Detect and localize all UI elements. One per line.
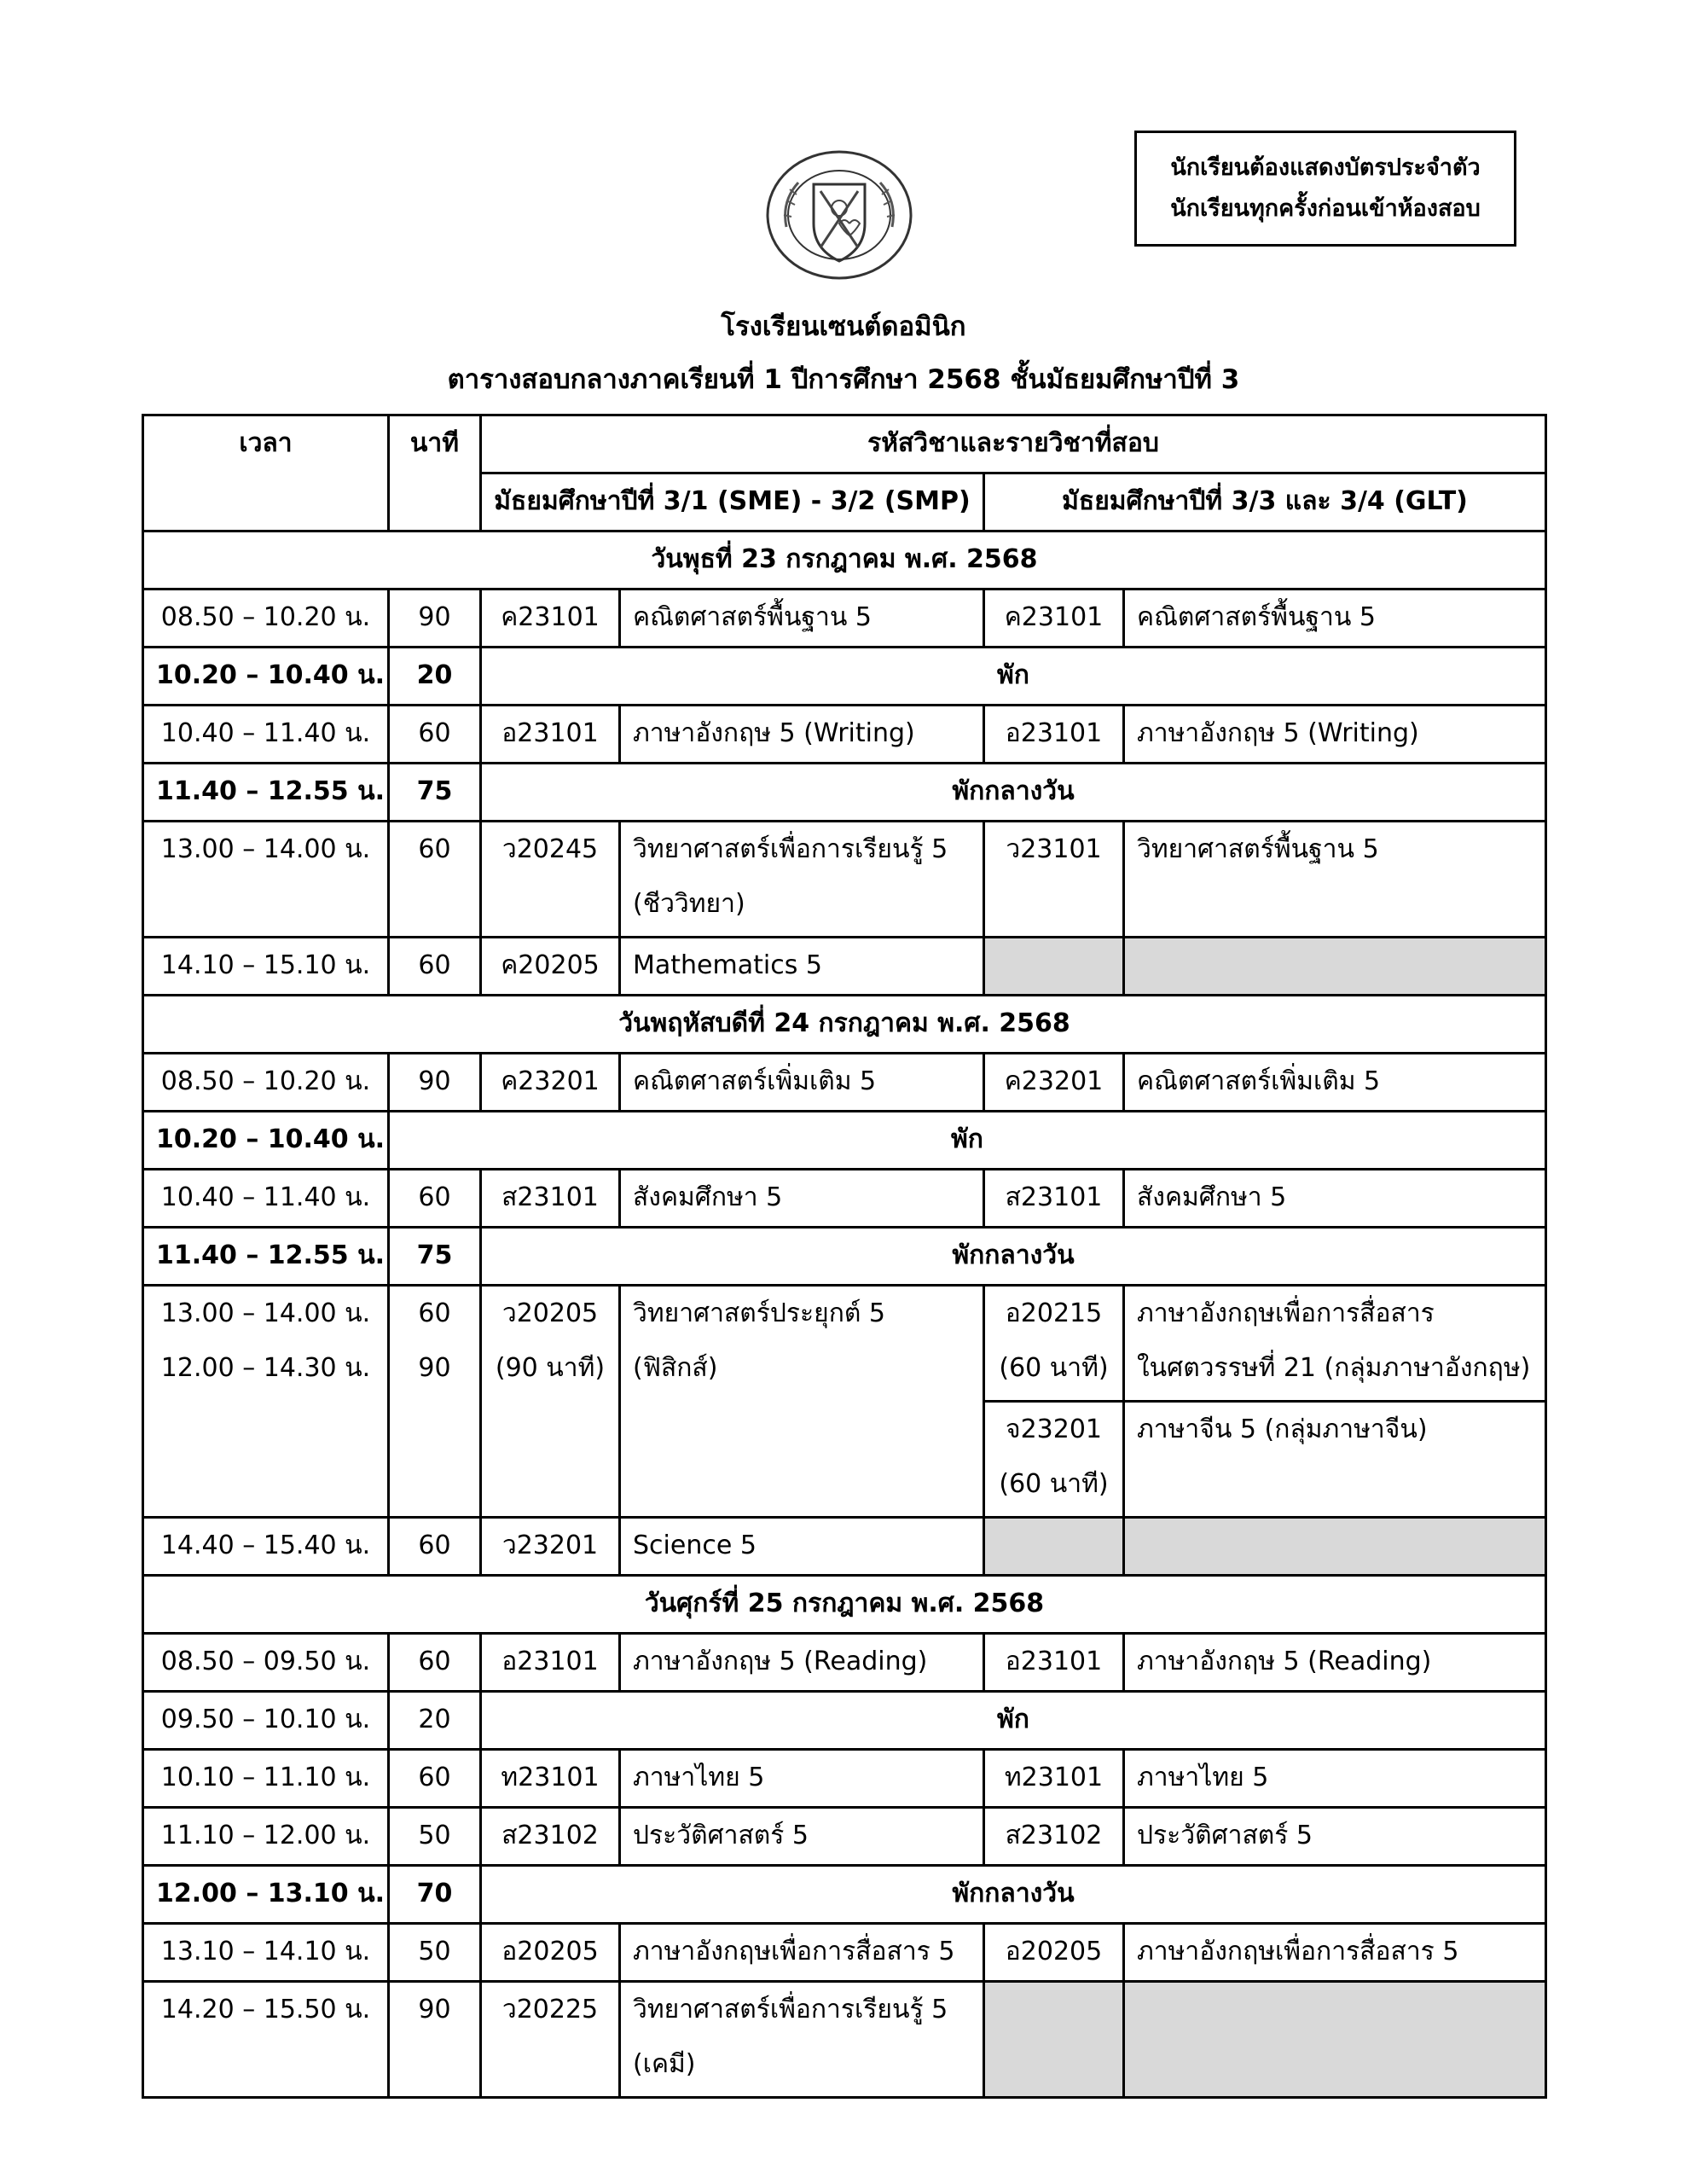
course-name: คณิตศาสตร์เพิ่มเติม 5 — [620, 1054, 984, 1112]
course-code: อ23101 — [481, 1634, 620, 1692]
time-cell: 11.10 – 12.00 น. — [143, 1808, 389, 1866]
course-code: ส23102 — [984, 1808, 1124, 1866]
break-label: พัก — [481, 1692, 1546, 1750]
course-code-line: ว20205 — [501, 1298, 599, 1328]
time-cell: 10.20 – 10.40 น. — [143, 1112, 389, 1170]
course-code: ส23102 — [481, 1808, 620, 1866]
school-name: โรงเรียนเซนต์ดอมินิก — [721, 311, 966, 342]
course-name: ภาษาจีน 5 (กลุ่มภาษาจีน) — [1124, 1402, 1546, 1518]
minutes-cell: 75 — [389, 1228, 481, 1286]
course-code: ว23201 — [481, 1518, 620, 1576]
lunch-label: พักกลางวัน — [481, 764, 1546, 822]
empty-cell — [984, 1982, 1124, 2098]
minutes-cell: 20 — [389, 1692, 481, 1750]
day-header: วันพุธที่ 23 กรกฎาคม พ.ศ. 2568 — [143, 531, 1546, 590]
time-cell: 11.40 – 12.55 น. — [143, 764, 389, 822]
lunch-label: พักกลางวัน — [481, 1866, 1546, 1924]
header-group-sme-smp: มัธยมศึกษาปีที่ 3/1 (SME) - 3/2 (SMP) — [481, 473, 984, 531]
course-name: ภาษาไทย 5 — [620, 1750, 984, 1808]
day-header-row — [143, 531, 1546, 590]
break-label: พัก — [481, 648, 1546, 706]
minutes-cell: 20 — [389, 648, 481, 706]
empty-cell — [984, 1518, 1124, 1576]
course-name — [1124, 1286, 1546, 1402]
time-cell: 14.40 – 15.40 น. — [143, 1518, 389, 1576]
course-code: ค23101 — [481, 590, 620, 648]
minutes-cell: 60 — [389, 706, 481, 764]
time-cell: 09.50 – 10.10 น. — [143, 1692, 389, 1750]
course-name-line: ภาษาอังกฤษเพื่อการสื่อสาร — [1137, 1298, 1435, 1328]
course-code: ท23101 — [984, 1750, 1124, 1808]
table-row — [143, 1286, 1546, 1402]
header-group-glt: มัธยมศึกษาปีที่ 3/3 และ 3/4 (GLT) — [984, 473, 1546, 531]
empty-cell — [1124, 1982, 1546, 2098]
course-name: คณิตศาสตร์พื้นฐาน 5 — [620, 590, 984, 648]
id-card-notice-box — [1134, 131, 1516, 247]
time-line: 13.00 – 14.00 น. — [160, 1298, 371, 1328]
course-code: อ20205 — [984, 1924, 1124, 1982]
time-cell: 12.00 – 13.10 น. — [143, 1866, 389, 1924]
course-code-line: จ23201 — [1005, 1414, 1102, 1444]
course-name — [620, 1286, 984, 1518]
course-name: Mathematics 5 — [620, 938, 984, 996]
day-header: วันพฤหัสบดีที่ 24 กรกฎาคม พ.ศ. 2568 — [143, 996, 1546, 1054]
course-name: สังคมศึกษา 5 — [1124, 1170, 1546, 1228]
course-code: อ23101 — [984, 1634, 1124, 1692]
time-cell — [143, 1286, 389, 1518]
course-name: คณิตศาสตร์เพิ่มเติม 5 — [1124, 1054, 1546, 1112]
course-code: อ20205 — [481, 1924, 620, 1982]
course-name: ภาษาอังกฤษ 5 (Reading) — [620, 1634, 984, 1692]
table-row — [143, 1170, 1546, 1228]
course-name — [620, 822, 984, 938]
header-subjects: รหัสวิชาและรายวิชาที่สอบ — [481, 415, 1546, 473]
minutes-cell: 60 — [389, 822, 481, 938]
break-label: พัก — [389, 1112, 1546, 1170]
table-row — [143, 1924, 1546, 1982]
course-code-line: (60 นาที) — [999, 1353, 1109, 1383]
time-line: 12.00 – 14.30 น. — [160, 1353, 371, 1383]
time-cell: 14.10 – 15.10 น. — [143, 938, 389, 996]
course-code-line: (90 นาที) — [495, 1353, 606, 1383]
minutes-cell: 60 — [389, 1518, 481, 1576]
course-code: อ23101 — [481, 706, 620, 764]
table-row — [143, 1054, 1546, 1112]
course-code — [984, 1286, 1124, 1402]
course-code: ท23101 — [481, 1750, 620, 1808]
course-code: ส23101 — [984, 1170, 1124, 1228]
time-cell: 08.50 – 09.50 น. — [143, 1634, 389, 1692]
minutes-cell: 90 — [389, 590, 481, 648]
time-cell: 08.50 – 10.20 น. — [143, 590, 389, 648]
time-cell: 14.20 – 15.50 น. — [143, 1982, 389, 2098]
course-code: อ23101 — [984, 706, 1124, 764]
course-name: Science 5 — [620, 1518, 984, 1576]
minutes-cell: 60 — [389, 1170, 481, 1228]
minutes-cell: 60 — [389, 1634, 481, 1692]
course-code: ว20245 — [481, 822, 620, 938]
course-name: ประวัติศาสตร์ 5 — [620, 1808, 984, 1866]
course-code: ว23101 — [984, 822, 1124, 938]
course-name-line: ในศตวรรษที่ 21 (กลุ่มภาษาอังกฤษ) — [1137, 1353, 1531, 1383]
course-name-line: วิทยาศาสตร์ประยุกต์ 5 — [633, 1298, 885, 1328]
course-name: ภาษาอังกฤษเพื่อการสื่อสาร 5 — [620, 1924, 984, 1982]
minutes-cell: 50 — [389, 1808, 481, 1866]
course-code-line: (60 นาที) — [999, 1469, 1109, 1499]
course-code: ส23101 — [481, 1170, 620, 1228]
time-cell: 08.50 – 10.20 น. — [143, 1054, 389, 1112]
minutes-cell: 75 — [389, 764, 481, 822]
course-name: ภาษาอังกฤษเพื่อการสื่อสาร 5 — [1124, 1924, 1546, 1982]
lunch-row — [143, 764, 1546, 822]
course-code — [481, 1286, 620, 1518]
course-code: ว20225 — [481, 1982, 620, 2098]
time-cell: 11.40 – 12.55 น. — [143, 1228, 389, 1286]
minutes-cell: 70 — [389, 1866, 481, 1924]
minutes-cell: 50 — [389, 1924, 481, 1982]
minutes-line: 90 — [418, 1353, 451, 1383]
course-name — [620, 1982, 984, 2098]
course-name: ประวัติศาสตร์ 5 — [1124, 1808, 1546, 1866]
course-name: ภาษาอังกฤษ 5 (Writing) — [620, 706, 984, 764]
day-header-row — [143, 1576, 1546, 1634]
course-name-line: (ฟิสิกส์) — [633, 1353, 718, 1383]
day-header: วันศุกร์ที่ 25 กรกฎาคม พ.ศ. 2568 — [143, 1576, 1546, 1634]
exam-schedule-table — [142, 414, 1547, 2099]
minutes-line: 60 — [418, 1298, 451, 1328]
time-cell: 13.00 – 14.00 น. — [143, 822, 389, 938]
header-minutes: นาที — [389, 415, 481, 531]
notice-line-2: นักเรียนทุกครั้งก่อนเข้าห้องสอบ — [1170, 195, 1481, 222]
course-code: ค23201 — [984, 1054, 1124, 1112]
course-code: ค23101 — [984, 590, 1124, 648]
lunch-label: พักกลางวัน — [481, 1228, 1546, 1286]
table-row — [143, 822, 1546, 938]
table-row — [143, 1518, 1546, 1576]
table-row — [143, 590, 1546, 648]
table-row — [143, 1634, 1546, 1692]
notice-line-1: นักเรียนต้องแสดงบัตรประจำตัว — [1170, 154, 1481, 181]
empty-cell — [984, 938, 1124, 996]
time-cell: 10.40 – 11.40 น. — [143, 706, 389, 764]
empty-cell — [1124, 938, 1546, 996]
course-code — [984, 1402, 1124, 1518]
time-cell: 10.40 – 11.40 น. — [143, 1170, 389, 1228]
table-row — [143, 1808, 1546, 1866]
table-row — [143, 706, 1546, 764]
course-code-line: อ20215 — [1005, 1298, 1103, 1328]
minutes-cell: 90 — [389, 1982, 481, 2098]
course-name: วิทยาศาสตร์พื้นฐาน 5 — [1124, 822, 1546, 938]
day-header-row — [143, 996, 1546, 1054]
school-logo — [761, 145, 918, 285]
table-row — [143, 1982, 1546, 2098]
break-row — [143, 1112, 1546, 1170]
course-name-line: (เคมี) — [633, 2049, 696, 2079]
course-name: ภาษาอังกฤษ 5 (Reading) — [1124, 1634, 1546, 1692]
course-name: คณิตศาสตร์พื้นฐาน 5 — [1124, 590, 1546, 648]
minutes-cell: 60 — [389, 938, 481, 996]
header-time: เวลา — [143, 415, 389, 531]
break-row — [143, 648, 1546, 706]
minutes-cell — [389, 1286, 481, 1518]
course-name: ภาษาอังกฤษ 5 (Writing) — [1124, 706, 1546, 764]
schedule-title: ตารางสอบกลางภาคเรียนที่ 1 ปีการศึกษา 2568 ชั้นมัธยมศึกษาปีที่ 3 — [447, 364, 1240, 395]
table-row — [143, 1750, 1546, 1808]
lunch-row — [143, 1866, 1546, 1924]
course-name: ภาษาไทย 5 — [1124, 1750, 1546, 1808]
table-row — [143, 938, 1546, 996]
course-name-line: (ชีววิทยา) — [633, 889, 745, 919]
course-name: สังคมศึกษา 5 — [620, 1170, 984, 1228]
course-code: ค23201 — [481, 1054, 620, 1112]
course-code: ค20205 — [481, 938, 620, 996]
empty-cell — [1124, 1518, 1546, 1576]
break-row — [143, 1692, 1546, 1750]
time-cell: 13.10 – 14.10 น. — [143, 1924, 389, 1982]
minutes-cell: 90 — [389, 1054, 481, 1112]
time-cell: 10.20 – 10.40 น. — [143, 648, 389, 706]
table-header-row — [143, 415, 1546, 473]
minutes-cell: 60 — [389, 1750, 481, 1808]
course-name-line: วิทยาศาสตร์เพื่อการเรียนรู้ 5 — [633, 834, 948, 864]
course-name-line: วิทยาศาสตร์เพื่อการเรียนรู้ 5 — [633, 1995, 948, 2024]
lunch-row — [143, 1228, 1546, 1286]
time-cell: 10.10 – 11.10 น. — [143, 1750, 389, 1808]
